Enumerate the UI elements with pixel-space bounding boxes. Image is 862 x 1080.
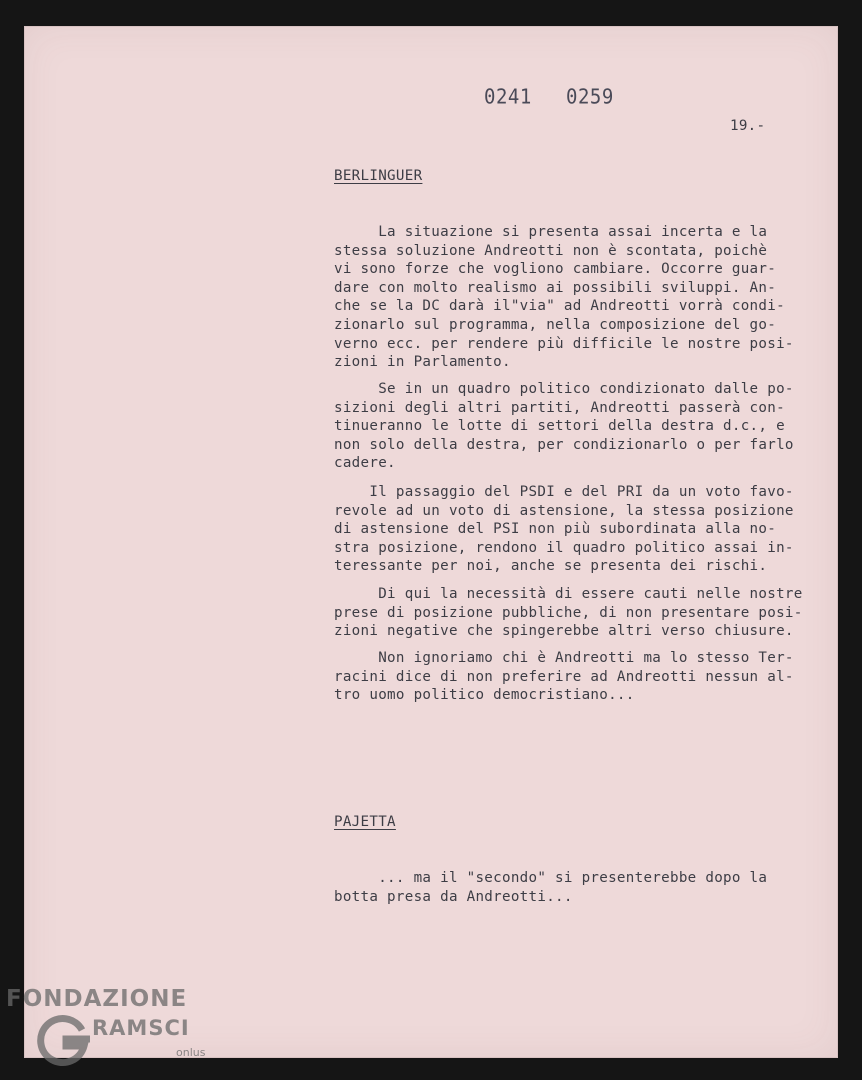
section-heading-berlinguer: BERLINGUER xyxy=(334,168,423,184)
fondazione-gramsci-watermark xyxy=(6,986,221,1076)
section-heading-pajetta: PAJETTA xyxy=(334,814,396,830)
paragraph: ... ma il "secondo" si presenterebbe dopo la botta presa da Andreotti... xyxy=(334,870,768,905)
paper-sheet xyxy=(24,26,838,1058)
paragraph: Se in un quadro politico condizionato dalle po- sizioni degli altri partiti, Andreotti passerà con- tinueranno le lotte di settori della destra d.c., e non solo della destra, per condizionarlo o per farlo cadere. xyxy=(334,381,794,472)
paragraph: Non ignoriamo chi è Andreotti ma lo stesso Ter- racini dice di non preferire ad Andreotti nessun al- tro uomo politico democristiano... xyxy=(334,650,794,704)
archive-stamp-number: 0241 xyxy=(484,85,532,109)
gramsci-g-logo-icon xyxy=(36,1012,92,1068)
page-number: 19.- xyxy=(730,118,766,134)
archive-stamp-number: 0259 xyxy=(566,85,614,109)
watermark-line1: FONDAZIONE xyxy=(6,986,188,1012)
paragraph: Il passaggio del PSDI e del PRI da un voto favo- revole ad un voto di astensione, la stessa posizione di astensione del PSI non più subordinata alla no- stra posizione, rendono il quadro politico assai in- teressante per noi, anche se presenta dei rischi. xyxy=(334,484,794,575)
watermark-line2: RAMSCI xyxy=(92,1016,190,1040)
paragraph: La situazione si presenta assai incerta e la stessa soluzione Andreotti non è scontata, poichè vi sono forze che vogliono cambiare. Occorre guar- dare con molto realismo ai possibili sviluppi. An- che se la DC darà il"via" ad Andreotti vorrà condi- zionarlo sul programma, nella composizione del go- verno ecc. per rendere più difficile le nostre posi- zioni in Parlamento. xyxy=(334,224,794,371)
watermark-suffix: onlus xyxy=(176,1046,206,1059)
paragraph: Di qui la necessità di essere cauti nelle nostre prese di posizione pubbliche, di non presentare posi- zioni negative che spingerebbe altri verso chiusure. xyxy=(334,586,803,640)
